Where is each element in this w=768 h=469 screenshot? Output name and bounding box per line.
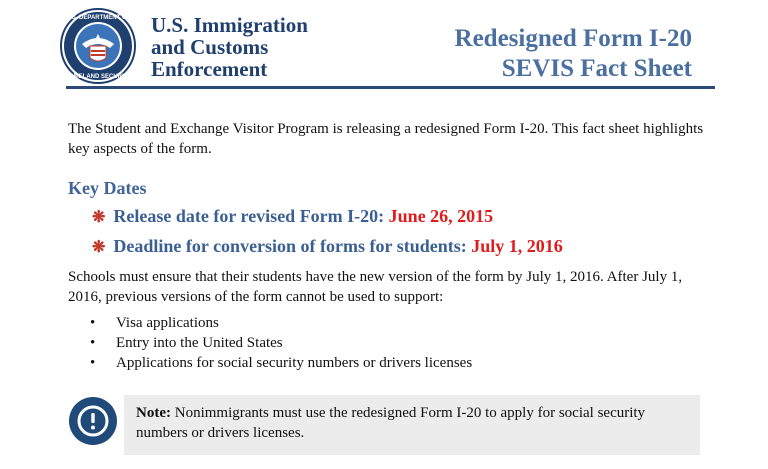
agency-name <box>151 14 308 80</box>
deadline-date-label: Deadline for conversion of forms for students: <box>113 236 472 256</box>
intro-paragraph: The Student and Exchange Visitor Program is releasing a redesigned Form I-20. This fact sheet highlights key aspects of the form. <box>68 121 704 157</box>
note-label: Note: <box>136 405 171 421</box>
seal-text-top: U.S. DEPARTMENT OF <box>65 15 131 21</box>
exclamation-circle-icon <box>68 396 118 446</box>
dhs-seal-logo <box>60 8 136 84</box>
release-date-value: June 26, 2015 <box>388 206 494 226</box>
bullet-icon: • <box>90 315 96 331</box>
bullet-icon: • <box>90 355 96 371</box>
support-list <box>90 313 472 373</box>
list-item: • Entry into the United States <box>90 335 283 351</box>
list-item: • Applications for social security numbers or drivers licenses <box>90 355 473 371</box>
list-item: • Visa applications <box>90 315 219 331</box>
note-body: Nonimmigrants must use the redesigned Form I-20 to apply for social security numbers or drivers licenses. <box>136 405 646 441</box>
agency-line-1: U.S. Immigration <box>151 13 308 37</box>
title-line-1: Redesigned Form I-20 <box>454 25 692 52</box>
agency-line-3: Enforcement <box>151 57 268 81</box>
header-divider <box>66 86 715 89</box>
deadline-date-value: July 1, 2016 <box>471 236 563 256</box>
asterisk-icon: ❋ <box>92 209 106 226</box>
release-date-item <box>92 206 493 227</box>
document-title <box>455 24 692 84</box>
release-date-label: Release date for revised Form I-20: <box>113 206 389 226</box>
seal-text-bottom: HOMELAND SECURITY <box>64 74 132 80</box>
bullet-icon: • <box>90 335 96 351</box>
agency-line-2: and Customs <box>151 35 269 59</box>
deadline-date-item <box>92 236 563 257</box>
key-dates-heading: Key Dates <box>68 178 147 198</box>
body-paragraph: Schools must ensure that their students have the new version of the form by July 1, 2016. After July 1, 2016, previous versions of the form cannot be used to support: <box>68 269 683 305</box>
title-line-2: SEVIS Fact Sheet <box>501 55 692 82</box>
note-text <box>136 403 692 443</box>
asterisk-icon: ❋ <box>92 239 106 256</box>
